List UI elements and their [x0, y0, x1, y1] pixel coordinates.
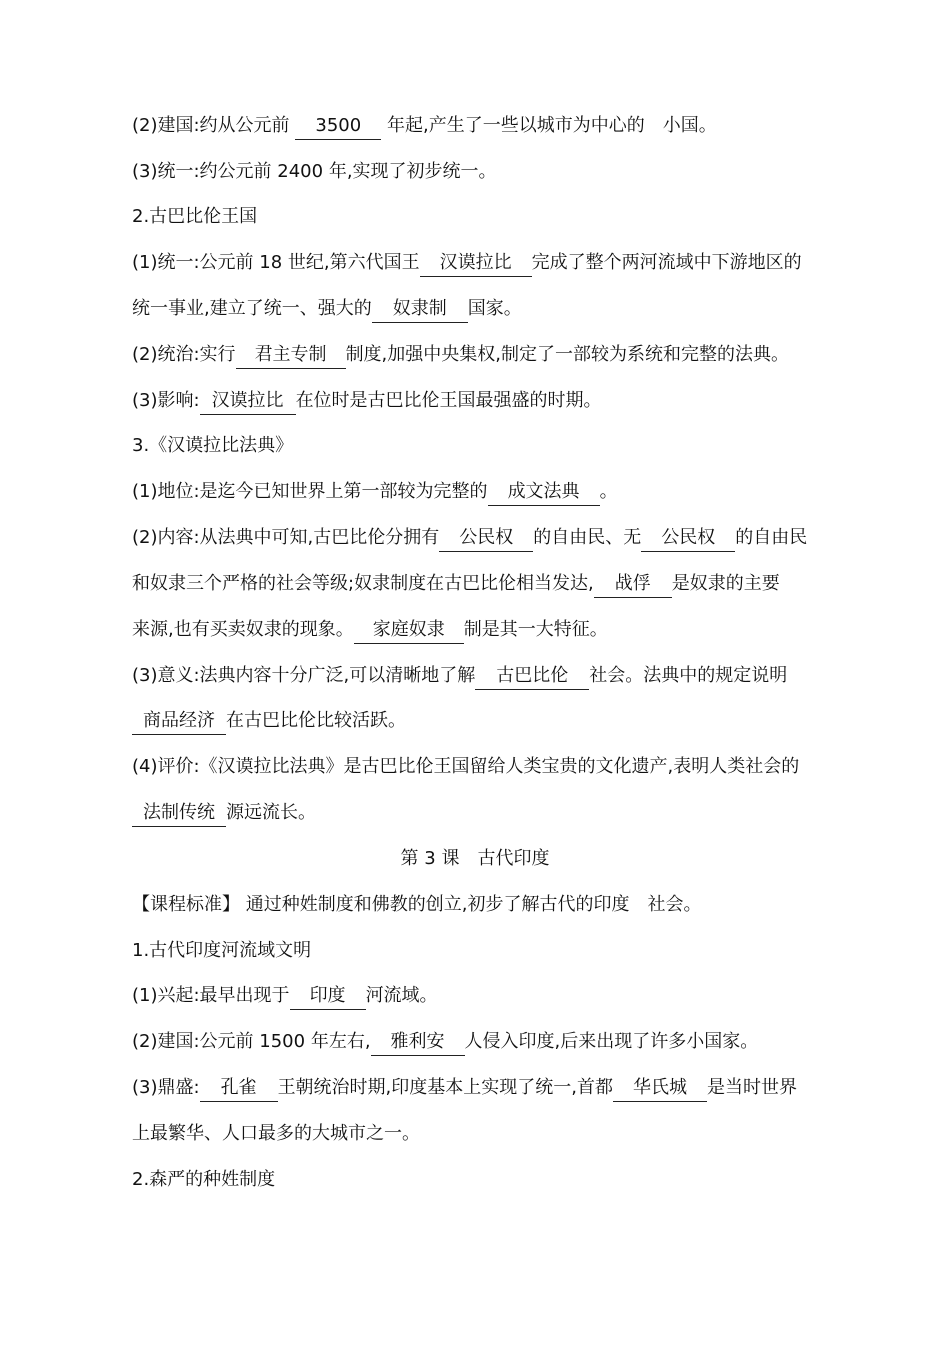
text-segment: (1)地位:是迄今已知世界上第一部较为完整的 [132, 481, 488, 502]
text-line [132, 477, 822, 507]
standard-label: 【课程标准】 [132, 894, 240, 915]
fill-blank: 印度 [290, 983, 366, 1010]
text-line [132, 798, 822, 828]
text-segment: 统一事业,建立了统一、强大的 [132, 298, 372, 319]
fill-blank: 公民权 [439, 525, 533, 552]
fill-blank: 华氏城 [613, 1075, 707, 1102]
text-segment: 人侵入印度,后来出现了许多小国家。 [464, 1031, 759, 1052]
text-segment: 河流域。 [365, 985, 438, 1006]
text-segment: 的自由民 [735, 527, 808, 548]
text-segment: 社会。法典中的规定说明 [589, 665, 788, 686]
text-segment: 源远流长。 [226, 802, 316, 823]
section-heading: 2.森严的种姓制度 [132, 1169, 276, 1190]
fill-blank: 家庭奴隶 [354, 617, 464, 644]
fill-blank: 汉谟拉比 [420, 250, 532, 277]
text-line [132, 248, 822, 278]
text-segment: (3)影响: [132, 390, 200, 411]
fill-blank: 古巴比伦 [475, 663, 589, 690]
text-line [132, 661, 822, 691]
text-line [132, 569, 822, 599]
text-line [132, 111, 822, 141]
text-segment: (1)兴起:最早出现于 [132, 985, 290, 1006]
text-segment: (2)建国:公元前 1500 年左右, [132, 1031, 371, 1052]
text-segment: 制是其一大特征。 [463, 619, 608, 640]
text-line [132, 981, 822, 1011]
text-segment: (3)意义:法典内容十分广泛,可以清晰地了解 [132, 665, 476, 686]
text-line [132, 706, 822, 736]
text-segment: 在古巴比伦比较活跃。 [226, 710, 406, 731]
text-segment: 是当时世界 [707, 1077, 798, 1098]
fill-blank: 战俘 [594, 571, 672, 598]
fill-blank: 汉谟拉比 [200, 388, 296, 415]
text-segment: 的自由民、无 [533, 527, 642, 548]
text-line: 上最繁华、人口最多的大城市之一。 [132, 1123, 420, 1144]
fill-blank: 商品经济 [132, 708, 226, 735]
text-segment: (2)统治:实行 [132, 344, 236, 365]
text-line [132, 386, 822, 416]
section-heading: 2.古巴比伦王国 [132, 206, 258, 227]
text-segment: 和奴隶三个严格的社会等级;奴隶制度在古巴比伦相当发达, [132, 573, 594, 594]
curriculum-standard [132, 890, 822, 920]
text-segment: 年起,产生了一些以城市为中心的 小国。 [381, 115, 717, 136]
fill-blank: 奴隶制 [372, 296, 468, 323]
fill-blank: 雅利安 [371, 1029, 465, 1056]
text-segment: 完成了整个两河流域中下游地区的 [531, 252, 802, 273]
fill-blank: 法制传统 [132, 800, 226, 827]
text-segment: 。 [599, 481, 618, 502]
fill-blank: 3500 [295, 113, 381, 140]
text-segment: 来源,也有买卖奴隶的现象。 [132, 619, 354, 640]
fill-blank: 君主专制 [236, 342, 346, 369]
text-line [132, 340, 822, 370]
section-heading: 1.古代印度河流域文明 [132, 940, 312, 961]
text-segment: 是奴隶的主要 [671, 573, 780, 594]
text-line [132, 1027, 822, 1057]
text-line: (4)评价:《汉谟拉比法典》是古巴比伦王国留给人类宝贵的文化遗产,表明人类社会的 [132, 756, 800, 777]
text-segment: 制度,加强中央集权,制定了一部较为系统和完整的法典。 [345, 344, 790, 365]
text-segment: (3)鼎盛: [132, 1077, 200, 1098]
section-heading: 3.《汉谟拉比法典》 [132, 435, 294, 456]
text-segment: (2)建国:约从公元前 [132, 115, 296, 136]
text-line [132, 615, 822, 645]
text-segment: 国家。 [467, 298, 522, 319]
text-segment: 王朝统治时期,印度基本上实现了统一,首都 [277, 1077, 614, 1098]
text-line [132, 1073, 822, 1103]
text-line [132, 523, 822, 553]
fill-blank: 成文法典 [488, 479, 600, 506]
fill-blank: 公民权 [641, 525, 735, 552]
text-segment: (1)统一:公元前 18 世纪,第六代国王 [132, 252, 420, 273]
text-line: (3)统一:约公元前 2400 年,实现了初步统一。 [132, 161, 497, 182]
text-segment: 在位时是古巴比伦王国最强盛的时期。 [295, 390, 602, 411]
text-line [132, 294, 822, 324]
fill-blank: 孔雀 [200, 1075, 278, 1102]
lesson-title: 第 3 课 古代印度 [400, 848, 550, 869]
text-segment: (2)内容:从法典中可知,古巴比伦分拥有 [132, 527, 440, 548]
standard-text: 通过种姓制度和佛教的创立,初步了解古代的印度 社会。 [240, 894, 702, 915]
